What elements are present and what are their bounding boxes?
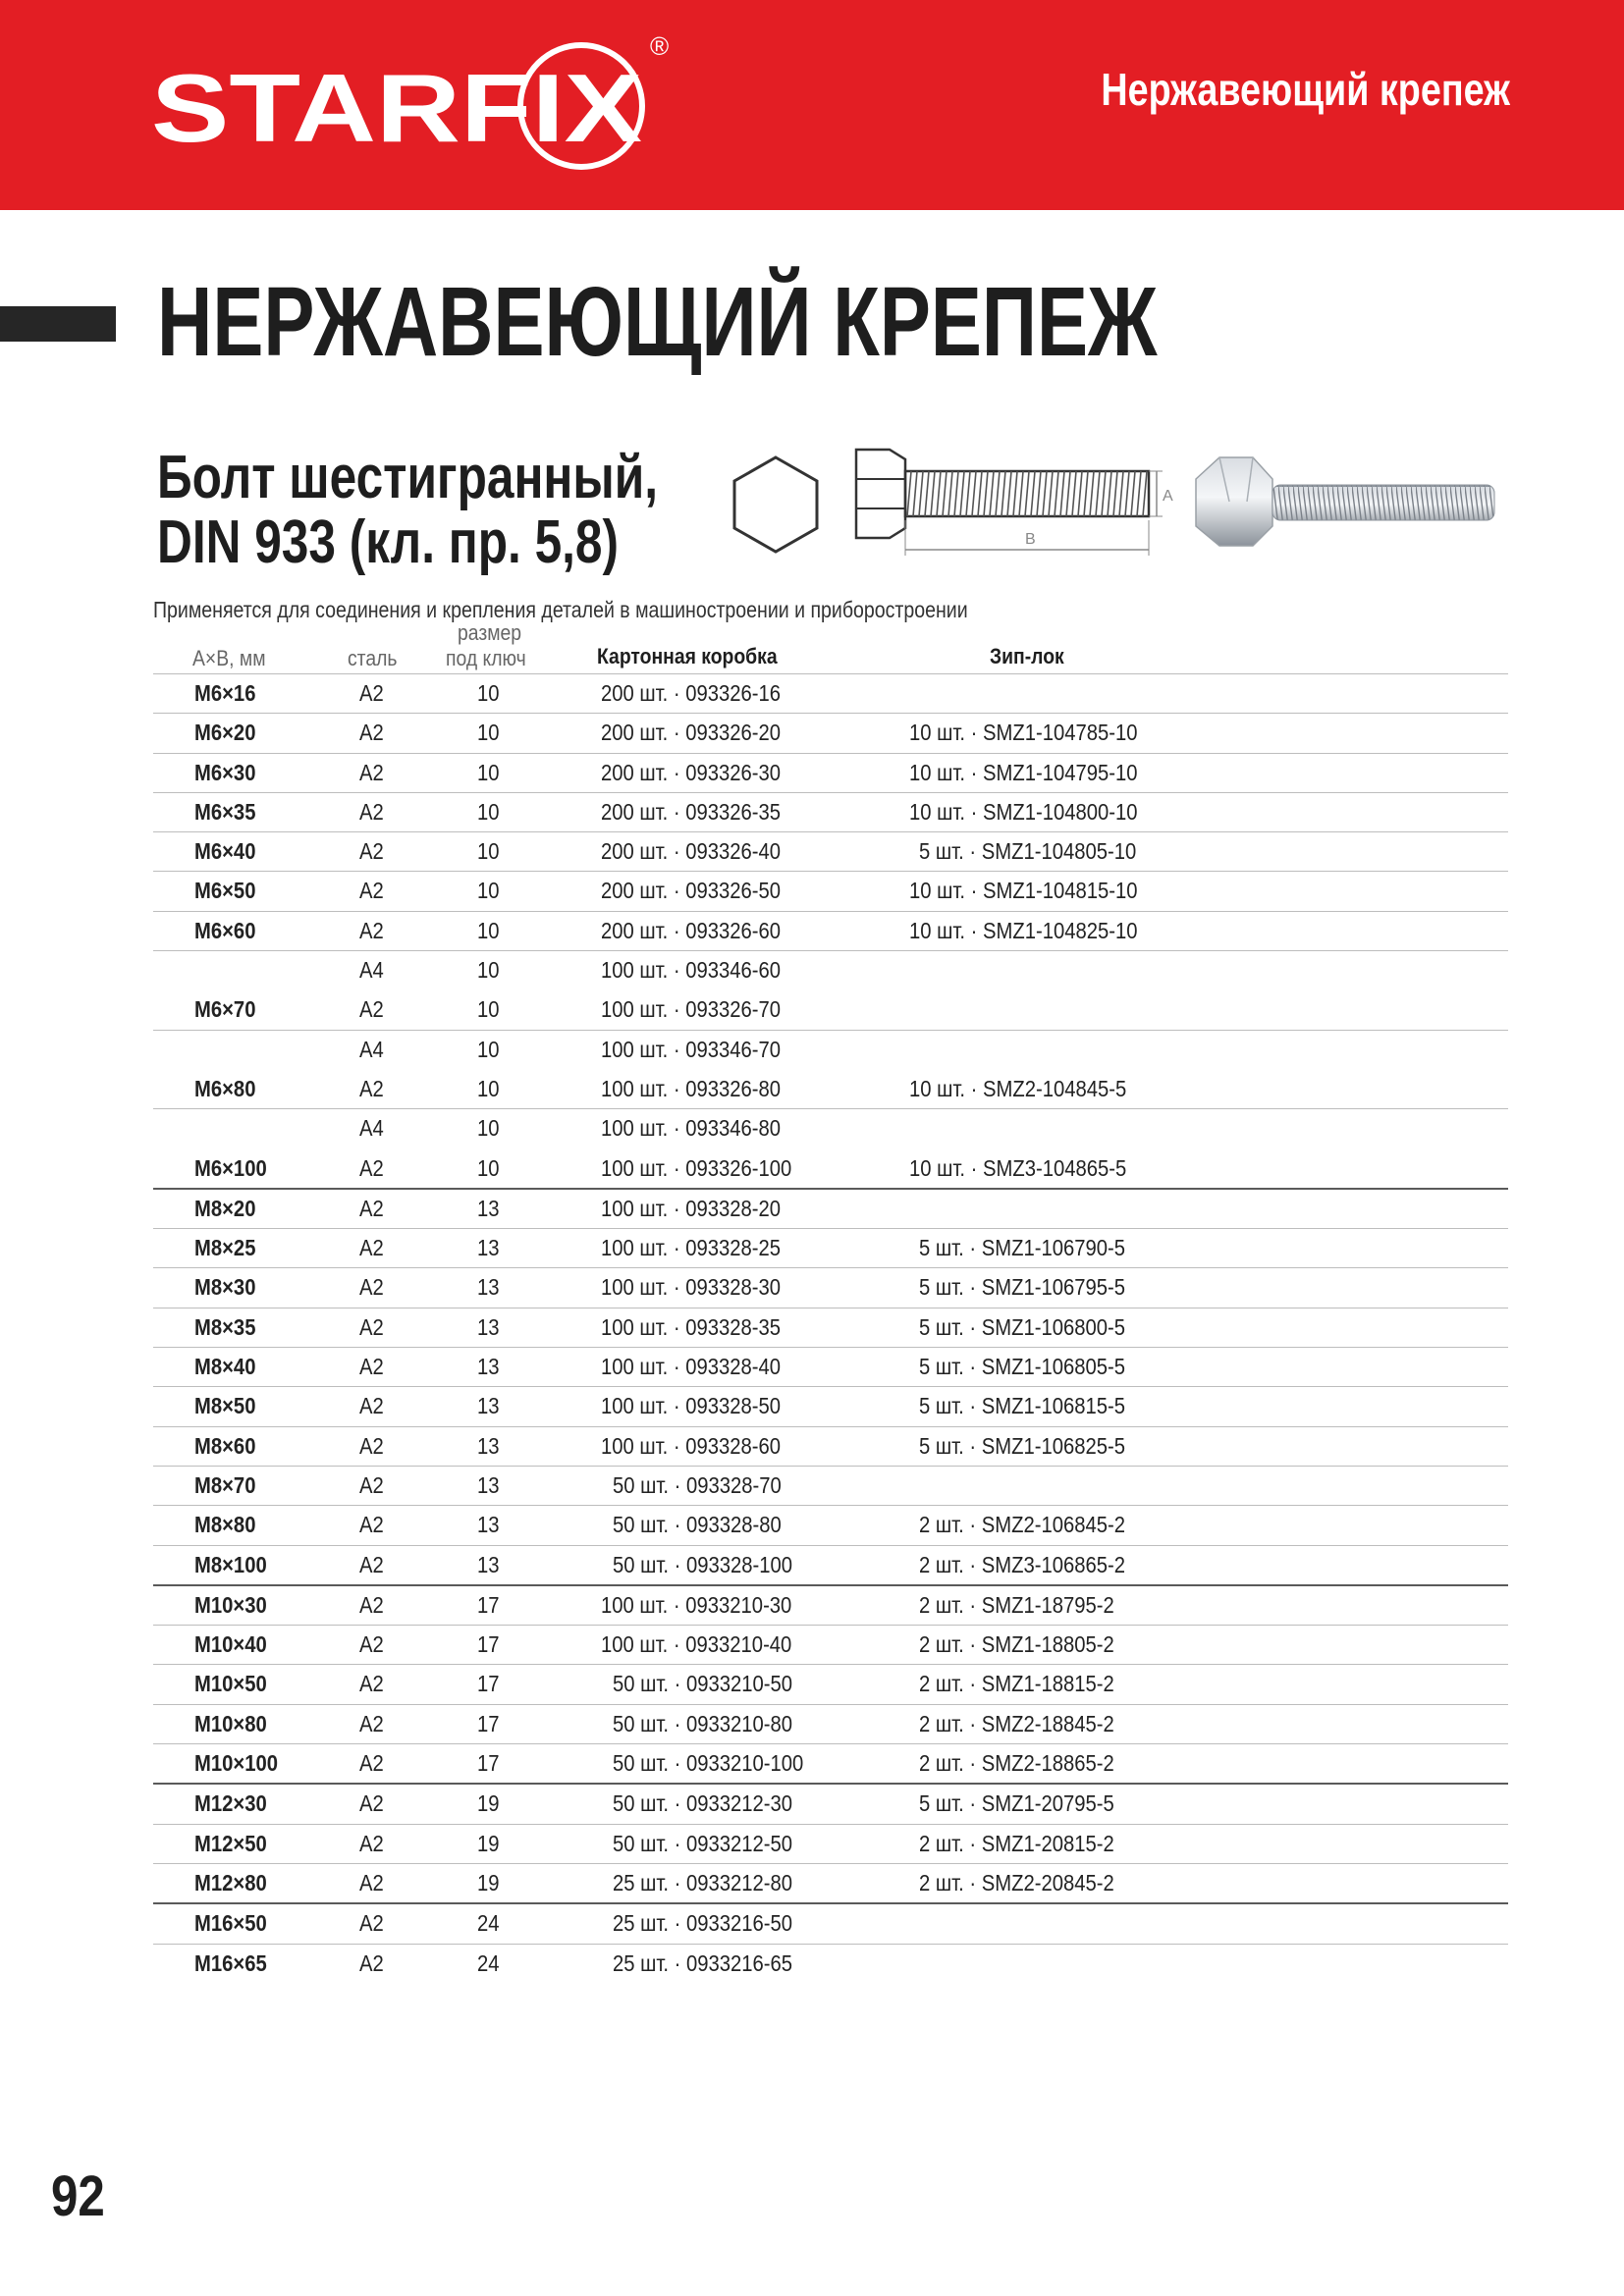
- cell-key: 19: [477, 1869, 500, 1896]
- cell-key: 10: [477, 878, 500, 904]
- cell-key: 10: [477, 1154, 500, 1181]
- cell-size: M8×70: [194, 1471, 256, 1498]
- table-row: [153, 1190, 1508, 1229]
- cell-box: 200 шт. · 093326-20: [601, 720, 782, 746]
- cell-key: 13: [477, 1471, 500, 1498]
- cell-box: 100 шт. · 093326-80: [601, 1075, 782, 1101]
- hexagon-head-icon: [729, 454, 823, 556]
- cell-size: M12×30: [194, 1790, 267, 1817]
- cell-box: 50 шт. · 0933212-50: [613, 1830, 793, 1856]
- cell-size: M10×30: [194, 1591, 267, 1618]
- cell-size: M8×80: [194, 1512, 256, 1538]
- cell-steel: A2: [359, 759, 384, 785]
- cell-steel: A2: [359, 720, 384, 746]
- cell-steel: A2: [359, 1710, 384, 1736]
- cell-steel: A2: [359, 1313, 384, 1340]
- table-row: [153, 1308, 1508, 1348]
- subtitle-line-2: DIN 933 (кл. пр. 5,8): [157, 508, 620, 576]
- cell-zip: 2 шт. · SMZ1-18815-2: [919, 1671, 1114, 1697]
- cell-size: M8×50: [194, 1393, 256, 1419]
- cell-zip: 2 шт. · SMZ1-20815-2: [919, 1830, 1114, 1856]
- cell-zip: 2 шт. · SMZ3-106865-2: [919, 1551, 1126, 1577]
- table-row: [153, 832, 1508, 872]
- cell-box: 50 шт. · 0933210-80: [613, 1710, 793, 1736]
- cell-size: M8×40: [194, 1354, 256, 1380]
- cell-steel: A2: [359, 1154, 384, 1181]
- cell-zip: 2 шт. · SMZ2-18845-2: [919, 1710, 1114, 1736]
- cell-steel: A2: [359, 680, 384, 706]
- registered-mark: ®: [650, 31, 670, 61]
- cell-zip: 10 шт. · SMZ1-104800-10: [909, 798, 1138, 825]
- cell-size: M12×50: [194, 1830, 267, 1856]
- cell-box: 50 шт. · 093328-70: [613, 1471, 782, 1498]
- product-table: [153, 673, 1508, 1983]
- cell-box: 50 шт. · 093328-80: [613, 1512, 782, 1538]
- table-row: [153, 674, 1508, 714]
- cell-size: M8×25: [194, 1235, 256, 1261]
- cell-size: M6×40: [194, 838, 256, 865]
- table-row: [153, 1785, 1508, 1824]
- column-header-steel: сталь: [348, 646, 398, 670]
- cell-box: 100 шт. · 093328-60: [601, 1432, 782, 1459]
- cell-zip: 10 шт. · SMZ1-104825-10: [909, 917, 1138, 943]
- cell-zip: 2 шт. · SMZ1-18805-2: [919, 1631, 1114, 1658]
- table-row: [153, 1904, 1508, 1944]
- cell-size: M12×80: [194, 1869, 267, 1896]
- cell-box: 50 шт. · 0933210-50: [613, 1671, 793, 1697]
- cell-steel: A2: [359, 1830, 384, 1856]
- cell-size: M6×70: [194, 996, 256, 1023]
- cell-steel: A2: [359, 1432, 384, 1459]
- cell-zip: 2 шт. · SMZ2-18865-2: [919, 1750, 1114, 1777]
- cell-key: 17: [477, 1671, 500, 1697]
- cell-key: 10: [477, 1075, 500, 1101]
- cell-key: 17: [477, 1631, 500, 1658]
- cell-box: 25 шт. · 0933216-65: [613, 1949, 793, 1976]
- table-row: [153, 1109, 1508, 1148]
- cell-steel: A2: [359, 1195, 384, 1221]
- subtitle-line-1: Болт шестигранный,: [157, 444, 659, 511]
- cell-zip: 5 шт. · SMZ1-106805-5: [919, 1354, 1126, 1380]
- cell-zip: 10 шт. · SMZ1-104815-10: [909, 878, 1138, 904]
- title-accent-bar: [0, 306, 116, 342]
- table-row: [153, 1149, 1508, 1190]
- bolt-dimension-drawing: [850, 440, 1174, 561]
- starfix-logo: [147, 31, 677, 188]
- cell-box: 100 шт. · 093346-80: [601, 1115, 782, 1142]
- cell-key: 13: [477, 1235, 500, 1261]
- cell-box: 100 шт. · 093328-50: [601, 1393, 782, 1419]
- table-row: [153, 1744, 1508, 1785]
- table-row: [153, 1586, 1508, 1626]
- cell-key: 10: [477, 957, 500, 984]
- cell-key: 10: [477, 1115, 500, 1142]
- cell-steel: A4: [359, 1036, 384, 1062]
- cell-size: M8×20: [194, 1195, 256, 1221]
- table-row: [153, 1665, 1508, 1704]
- cell-key: 13: [477, 1512, 500, 1538]
- table-row: [153, 1506, 1508, 1545]
- cell-zip: 5 шт. · SMZ1-104805-10: [919, 838, 1137, 865]
- cell-key: 10: [477, 917, 500, 943]
- table-row: [153, 1825, 1508, 1864]
- brand-wordmark: STARFIX: [151, 54, 642, 162]
- cell-zip: 10 шт. · SMZ3-104865-5: [909, 1154, 1127, 1181]
- cell-zip: 5 шт. · SMZ1-106815-5: [919, 1393, 1126, 1419]
- cell-box: 100 шт. · 093328-20: [601, 1195, 782, 1221]
- cell-key: 17: [477, 1591, 500, 1618]
- cell-steel: A2: [359, 1354, 384, 1380]
- cell-size: M6×80: [194, 1075, 256, 1101]
- cell-zip: 10 шт. · SMZ1-104795-10: [909, 759, 1138, 785]
- table-row: [153, 1945, 1508, 1983]
- header-bar: [0, 0, 1624, 210]
- dimension-a-label: A: [1163, 488, 1173, 505]
- cell-size: M8×30: [194, 1274, 256, 1301]
- cell-key: 19: [477, 1790, 500, 1817]
- cell-size: M8×100: [194, 1551, 267, 1577]
- table-row: [153, 793, 1508, 832]
- cell-box: 200 шт. · 093326-35: [601, 798, 782, 825]
- cell-size: M16×50: [194, 1910, 267, 1937]
- cell-size: M8×60: [194, 1432, 256, 1459]
- cell-size: M6×100: [194, 1154, 267, 1181]
- column-header-key-line-2: под ключ: [446, 646, 526, 670]
- cell-steel: A2: [359, 1910, 384, 1937]
- page-title: НЕРЖАВЕЮЩИЙ КРЕПЕЖ: [157, 267, 1158, 377]
- cell-size: M16×65: [194, 1949, 267, 1976]
- cell-steel: A2: [359, 1750, 384, 1777]
- cell-steel: A2: [359, 1471, 384, 1498]
- cell-steel: A2: [359, 1512, 384, 1538]
- cell-size: M6×50: [194, 878, 256, 904]
- table-row: [153, 1070, 1508, 1109]
- cell-steel: A2: [359, 996, 384, 1023]
- cell-size: M8×35: [194, 1313, 256, 1340]
- section-title: Нержавеющий крепеж: [1101, 64, 1510, 115]
- cell-key: 10: [477, 1036, 500, 1062]
- cell-box: 100 шт. · 0933210-40: [601, 1631, 792, 1658]
- cell-steel: A2: [359, 917, 384, 943]
- cell-key: 10: [477, 759, 500, 785]
- cell-box: 50 шт. · 093328-100: [613, 1551, 793, 1577]
- table-row: [153, 990, 1508, 1030]
- table-row: [153, 1427, 1508, 1467]
- cell-size: M10×100: [194, 1750, 278, 1777]
- table-row: [153, 754, 1508, 793]
- cell-steel: A2: [359, 1591, 384, 1618]
- cell-steel: A2: [359, 878, 384, 904]
- table-row: [153, 714, 1508, 753]
- table-row: [153, 1467, 1508, 1506]
- cell-steel: A2: [359, 1671, 384, 1697]
- cell-steel: A2: [359, 1075, 384, 1101]
- cell-key: 13: [477, 1393, 500, 1419]
- cell-box: 100 шт. · 093328-35: [601, 1313, 782, 1340]
- cell-zip: 5 шт. · SMZ1-106825-5: [919, 1432, 1126, 1459]
- cell-zip: 5 шт. · SMZ1-106795-5: [919, 1274, 1126, 1301]
- cell-size: M6×60: [194, 917, 256, 943]
- cell-steel: A2: [359, 1274, 384, 1301]
- cell-size: M6×35: [194, 798, 256, 825]
- cell-key: 24: [477, 1910, 500, 1937]
- table-row: [153, 1546, 1508, 1586]
- cell-box: 100 шт. · 093326-100: [601, 1154, 792, 1181]
- table-row: [153, 1387, 1508, 1426]
- dimension-b-label: B: [1025, 531, 1036, 548]
- page-number: 92: [51, 2164, 105, 2228]
- table-row: [153, 1031, 1508, 1070]
- column-header-size: A×B, мм: [192, 646, 266, 670]
- cell-size: M10×40: [194, 1631, 267, 1658]
- cell-steel: A2: [359, 1235, 384, 1261]
- cell-zip: 5 шт. · SMZ1-20795-5: [919, 1790, 1114, 1817]
- cell-box: 100 шт. · 093346-70: [601, 1036, 782, 1062]
- cell-key: 13: [477, 1274, 500, 1301]
- cell-box: 200 шт. · 093326-30: [601, 759, 782, 785]
- cell-zip: 5 шт. · SMZ1-106790-5: [919, 1235, 1126, 1261]
- bolt-product-image: [1190, 448, 1500, 556]
- cell-box: 25 шт. · 0933212-80: [613, 1869, 793, 1896]
- column-header-box: Картонная коробка: [597, 644, 778, 668]
- cell-key: 13: [477, 1432, 500, 1459]
- table-row: [153, 1864, 1508, 1904]
- cell-zip: 10 шт. · SMZ1-104785-10: [909, 720, 1138, 746]
- cell-key: 10: [477, 838, 500, 865]
- cell-box: 100 шт. · 093326-70: [601, 996, 782, 1023]
- cell-steel: A2: [359, 798, 384, 825]
- cell-size: M6×20: [194, 720, 256, 746]
- table-row: [153, 1348, 1508, 1387]
- cell-zip: 10 шт. · SMZ2-104845-5: [909, 1075, 1127, 1101]
- cell-zip: 2 шт. · SMZ2-20845-2: [919, 1869, 1114, 1896]
- cell-key: 10: [477, 996, 500, 1023]
- cell-steel: A2: [359, 1869, 384, 1896]
- cell-key: 13: [477, 1195, 500, 1221]
- cell-key: 17: [477, 1750, 500, 1777]
- cell-box: 100 шт. · 093328-25: [601, 1235, 782, 1261]
- cell-key: 10: [477, 680, 500, 706]
- cell-steel: A2: [359, 1393, 384, 1419]
- cell-zip: 2 шт. · SMZ2-106845-2: [919, 1512, 1126, 1538]
- table-row: [153, 1268, 1508, 1308]
- cell-key: 24: [477, 1949, 500, 1976]
- cell-zip: 5 шт. · SMZ1-106800-5: [919, 1313, 1126, 1340]
- cell-steel: A4: [359, 957, 384, 984]
- cell-steel: A2: [359, 1790, 384, 1817]
- table-row: [153, 912, 1508, 951]
- table-row: [153, 1229, 1508, 1268]
- cell-key: 10: [477, 798, 500, 825]
- cell-key: 19: [477, 1830, 500, 1856]
- cell-box: 100 шт. · 093346-60: [601, 957, 782, 984]
- cell-key: 13: [477, 1313, 500, 1340]
- cell-steel: A2: [359, 1949, 384, 1976]
- cell-key: 13: [477, 1551, 500, 1577]
- cell-box: 200 шт. · 093326-16: [601, 680, 782, 706]
- cell-steel: A4: [359, 1115, 384, 1142]
- cell-steel: A2: [359, 838, 384, 865]
- cell-box: 25 шт. · 0933216-50: [613, 1910, 793, 1937]
- cell-steel: A2: [359, 1631, 384, 1658]
- product-subtitle: [157, 446, 658, 575]
- table-row: [153, 1626, 1508, 1665]
- cell-zip: 2 шт. · SMZ1-18795-2: [919, 1591, 1114, 1618]
- table-row: [153, 951, 1508, 990]
- cell-size: M10×80: [194, 1710, 267, 1736]
- product-description: Применяется для соединения и крепления деталей в машиностроении и приборостроении: [153, 597, 968, 622]
- cell-size: M6×16: [194, 680, 256, 706]
- cell-box: 100 шт. · 093328-30: [601, 1274, 782, 1301]
- cell-key: 17: [477, 1710, 500, 1736]
- cell-box: 200 шт. · 093326-40: [601, 838, 782, 865]
- cell-size: M6×30: [194, 759, 256, 785]
- cell-key: 13: [477, 1354, 500, 1380]
- cell-box: 100 шт. · 093328-40: [601, 1354, 782, 1380]
- cell-box: 50 шт. · 0933210-100: [613, 1750, 804, 1777]
- cell-key: 10: [477, 720, 500, 746]
- cell-box: 200 шт. · 093326-50: [601, 878, 782, 904]
- column-header-key-line-1: размер: [458, 620, 522, 645]
- table-row: [153, 1705, 1508, 1744]
- cell-steel: A2: [359, 1551, 384, 1577]
- cell-box: 50 шт. · 0933212-30: [613, 1790, 793, 1817]
- table-row: [153, 872, 1508, 911]
- column-header-zip: Зип-лок: [990, 644, 1064, 668]
- cell-box: 100 шт. · 0933210-30: [601, 1591, 792, 1618]
- cell-box: 200 шт. · 093326-60: [601, 917, 782, 943]
- cell-size: M10×50: [194, 1671, 267, 1697]
